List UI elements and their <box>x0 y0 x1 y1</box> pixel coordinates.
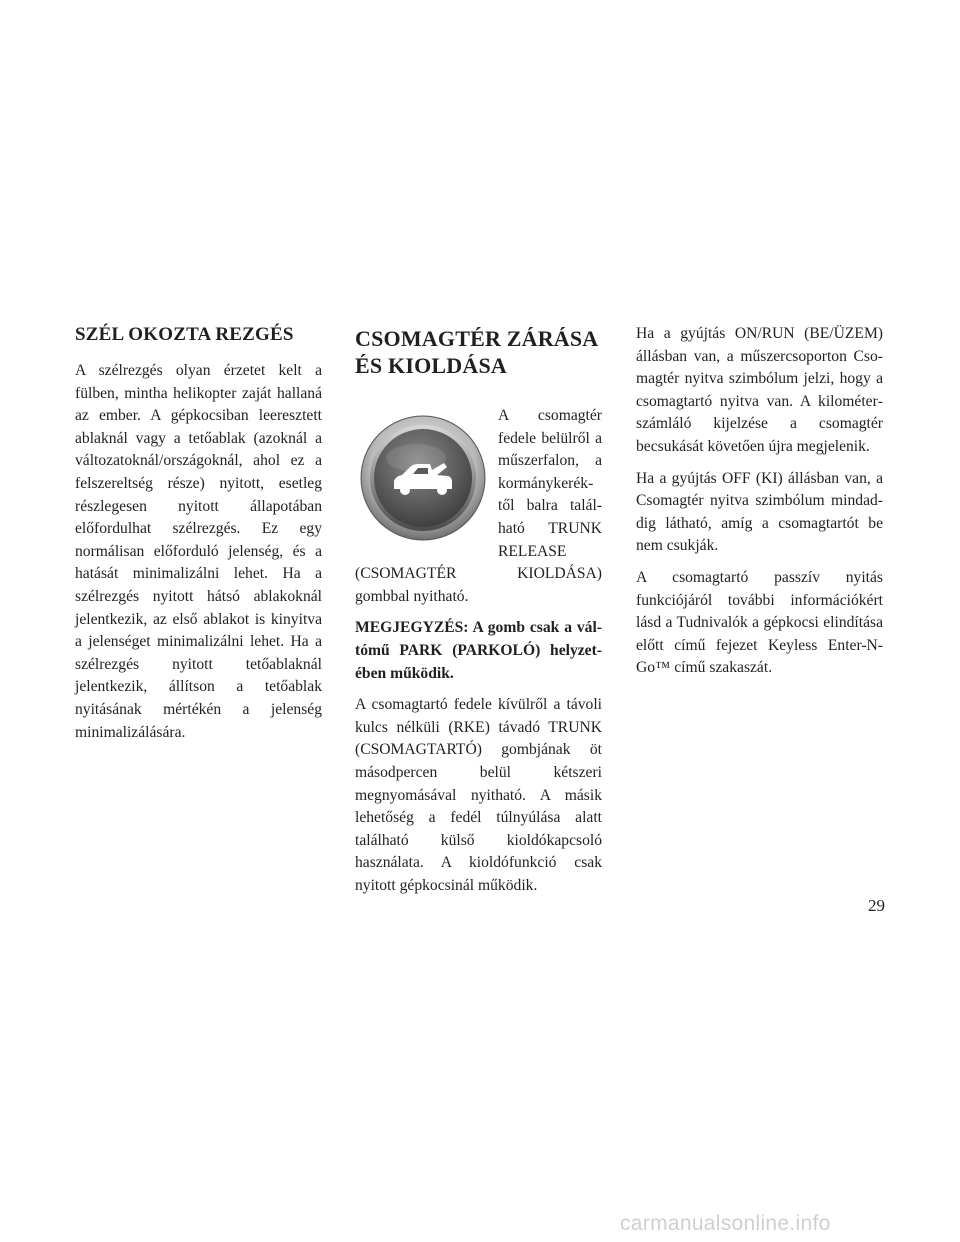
trunk-release-rke-paragraph: A csomagtartó fedele kívülről a távoli kulcs nélküli (RKE) távadó TRUNK (CSOMAGTARTÓ) gombjának öt másodpercen belül kétszeri megnyomásával nyitható. A másik lehetőség a fedél túlnyúlása alatt található külső kioldókapcsoló használata. A kioldófunkció csak nyitott gépkocsinál működik. <box>355 696 602 894</box>
page-number: 29 <box>868 896 885 915</box>
wind-buffeting-paragraph: A szélrezgés olyan érzetet kelt a fülben, mintha helikopter zaját hallaná az ember. A gépkocsiban leeresztett ablaknál vagy a tetőablak (azoknál a változatoknál/országoknál, ahol ez a felszereltség része) nyitott, esetleg részlegesen nyitott állapotában előfordulhat szélrezgés. Ez egy normálisan előforduló jelenség, és a hatását minimalizálni lehet. Ha a szélrezgés nyitott hátsó ablakoknál jelentkezik, az első ablakot is kinyitva a jelenséget minimalizálni lehet. Ha a szélrezgés nyitott tetőablaknál jelentkezik, állítson a tetőablak nyitásának mértékén a jelenség minimalizálására. <box>75 362 322 741</box>
section-heading-wind-buffeting: SZÉL OKOZTA REZGÉS <box>75 324 294 345</box>
passive-entry-paragraph: A csomagtartó passzív nyitás funkciójáról további információkért lásd a Tudnivalók a gépkocsi elindítása előtt című fejezet Keyless Enter-N-Go™ című szakaszát. <box>636 568 883 677</box>
trunk-release-note: MEGJEGYZÉS: A gomb csak a váltómű PARK (PARKOLÓ) helyzetében működik. <box>355 619 602 682</box>
trunk-indicator-body <box>636 323 883 689</box>
section-heading-trunk-release <box>355 325 598 379</box>
ignition-off-paragraph: Ha a gyújtás OFF (KI) állásban van, a Csomagtér nyitva szimbólum mindaddig látható, amíg a csomagtartót be nem csukják. <box>636 469 883 555</box>
wind-buffeting-body <box>75 360 322 753</box>
ignition-on-paragraph: Ha a gyújtás ON/RUN (BE/ÜZEM) állásban van, a műszercsoporton Csomagtér nyitva szimbólum jelzi, hogy a csomagtartó nyitva van. A kilométerszámláló kijelzése a csomagtér becsukását követően újra megjelenik. <box>636 325 883 455</box>
trunk-release-button-icon <box>358 413 488 543</box>
watermark: carmanualsonline.info <box>620 1212 831 1235</box>
trunk-release-inside-paragraph: A csomagtér fedele belülről a műszerfalon, a kormánykeréktől balra található TRUNK RELEASE (CSOMAGTÉR KIOLDÁSA) gombbal nyitható. <box>355 407 602 605</box>
heading-line-1: CSOMAGTÉR ZÁRÁSA <box>355 326 599 351</box>
heading-line-2: ÉS KIOLDÁSA <box>355 353 507 378</box>
trunk-release-body <box>355 405 602 906</box>
